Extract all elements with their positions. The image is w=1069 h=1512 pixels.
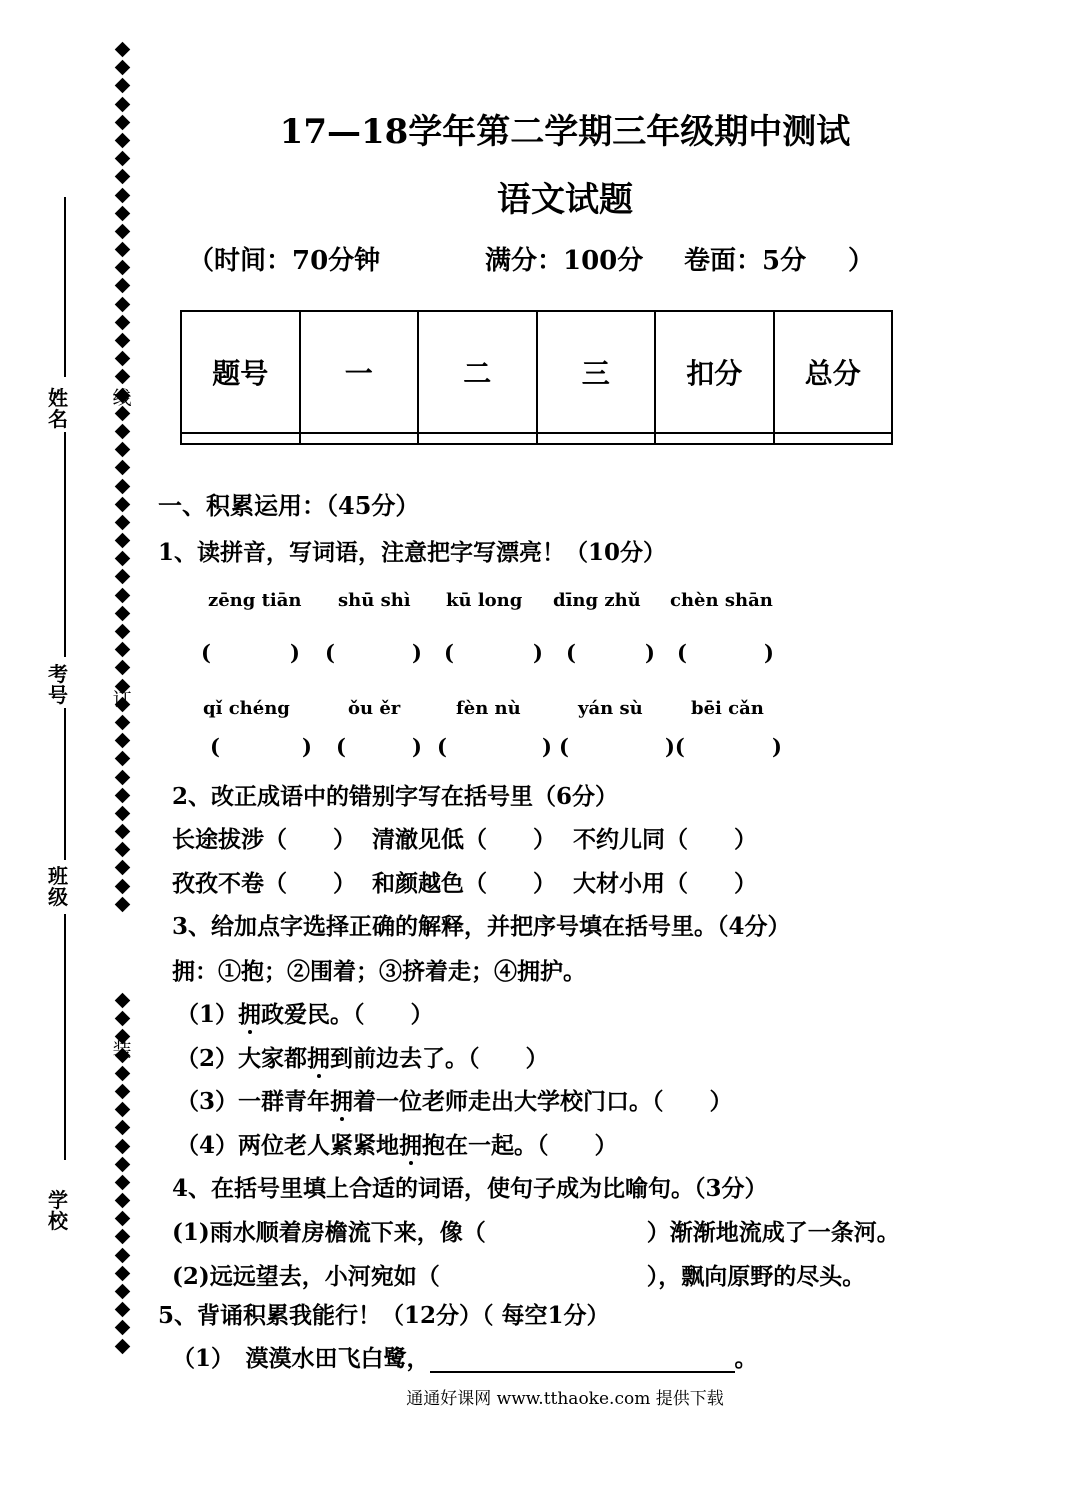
diamond-bullet bbox=[114, 569, 130, 585]
q3-item-text: 政爱民。（ ） bbox=[261, 1001, 434, 1028]
score-header-1: 一 bbox=[300, 311, 419, 433]
diamond-bullet bbox=[114, 333, 130, 349]
diamond-bullet bbox=[114, 1284, 130, 1300]
q3-item-2[interactable] bbox=[176, 1040, 549, 1073]
q5-line-1-text: （1） 漠漠水田飞白鹭， bbox=[172, 1345, 430, 1372]
q2-idiom[interactable]: 和颜越色（ ） bbox=[372, 870, 556, 897]
q5-title: 5、背诵积累我能行！（12分）（ 每空1分） bbox=[158, 1302, 610, 1329]
q1-answer-blank[interactable]: ( bbox=[559, 734, 569, 759]
exam-time: （时间：70分钟 bbox=[188, 246, 381, 276]
q3-item-3[interactable] bbox=[176, 1083, 733, 1116]
score-header-question: 题号 bbox=[181, 311, 300, 433]
score-cell[interactable] bbox=[300, 433, 419, 444]
diamond-bullet bbox=[114, 787, 130, 803]
diamond-bullet bbox=[114, 1266, 130, 1282]
exam-subtitle: 语文试题 bbox=[497, 180, 633, 220]
q1-answer-blank-close: ) bbox=[772, 734, 782, 759]
diamond-bullet bbox=[114, 151, 130, 167]
q3-item-prefix: （4）两位老人紧紧地 bbox=[176, 1132, 400, 1159]
binding-mark-zhuang: 装 bbox=[112, 1039, 132, 1061]
q2-title: 2、改正成语中的错别字写在括号里（6分） bbox=[172, 783, 619, 810]
q4-title: 4、在括号里填上合适的词语，使句子成为比喻句。（3分） bbox=[172, 1175, 768, 1202]
q1-answer-blank[interactable]: ( bbox=[210, 734, 220, 759]
diamond-bullet bbox=[114, 496, 130, 512]
q1-answer-blank[interactable]: ( bbox=[444, 640, 454, 665]
q2-idiom[interactable]: 不约儿同（ ） bbox=[573, 826, 757, 853]
number-blank-line bbox=[64, 708, 66, 860]
q3-options: 拥：①抱；②围着；③挤着走；④拥护。 bbox=[172, 958, 586, 985]
q4-sentence-2[interactable]: (2)远远望去，小河宛如（ ），飘向原野的尽头。 bbox=[172, 1263, 866, 1290]
diamond-bullet bbox=[114, 1011, 130, 1027]
diamond-bullet bbox=[114, 715, 130, 731]
q1-answer-blank[interactable]: ( bbox=[566, 640, 576, 665]
diamond-bullet bbox=[114, 993, 130, 1009]
diamond-bullet bbox=[114, 242, 130, 258]
dotted-character: 拥 bbox=[238, 1001, 262, 1028]
q1-answer-blank[interactable]: ( bbox=[677, 640, 687, 665]
exam-title: 17—18学年第二学期三年级期中测试 bbox=[279, 112, 851, 152]
q3-item-text: 抱在一起。（ ） bbox=[422, 1132, 618, 1159]
diamond-bullet bbox=[114, 624, 130, 640]
diamond-bullet bbox=[114, 478, 130, 494]
binding-mark-line: 线 bbox=[112, 387, 132, 409]
binding-mark-ding: 订 bbox=[112, 689, 132, 711]
diamond-bullet bbox=[114, 660, 130, 676]
diamond-bullet bbox=[114, 296, 130, 312]
diamond-bullet bbox=[114, 733, 130, 749]
diamond-bullet bbox=[114, 533, 130, 549]
diamond-bullet bbox=[114, 42, 130, 58]
class-blank-line bbox=[64, 914, 66, 1160]
diamond-bullet bbox=[114, 260, 130, 276]
score-cell[interactable] bbox=[181, 433, 300, 444]
score-table bbox=[180, 310, 893, 445]
dotted-character: 拥 bbox=[399, 1132, 423, 1159]
q1-pinyin: chèn shān bbox=[670, 590, 773, 611]
q1-pinyin: bēi cǎn bbox=[691, 698, 764, 719]
q1-pinyin: dīng zhǔ bbox=[553, 590, 641, 611]
score-header-2: 二 bbox=[418, 311, 537, 433]
diamond-bullet bbox=[114, 278, 130, 294]
q1-answer-blank-close: ) bbox=[533, 640, 543, 665]
diamond-bullet bbox=[114, 1302, 130, 1318]
diamond-bullet bbox=[114, 878, 130, 894]
diamond-bullet bbox=[114, 1247, 130, 1263]
q1-answer-blank-close: ) bbox=[302, 734, 312, 759]
diamond-bullet bbox=[114, 78, 130, 94]
q3-item-text: 到前边去了。（ ） bbox=[330, 1045, 549, 1072]
label-name: 姓名 bbox=[48, 386, 68, 431]
q3-item-prefix: （2）大家都 bbox=[176, 1045, 308, 1072]
diamond-bullet bbox=[114, 1320, 130, 1336]
diamond-bullet bbox=[114, 1193, 130, 1209]
label-school: 学校 bbox=[48, 1188, 68, 1233]
exam-meta-close: ） bbox=[848, 246, 875, 276]
dotted-character: 拥 bbox=[330, 1088, 354, 1115]
diamond-bullet bbox=[114, 751, 130, 767]
diamond-bullet bbox=[114, 460, 130, 476]
q1-answer-blank[interactable]: ( bbox=[336, 734, 346, 759]
q3-item-text: 着一位老师走出大学校门口。（ ） bbox=[353, 1088, 733, 1115]
diamond-bullet bbox=[114, 224, 130, 240]
score-cell[interactable] bbox=[655, 433, 774, 444]
score-header-total: 总分 bbox=[774, 311, 893, 433]
q1-answer-blank[interactable]: ( bbox=[201, 640, 211, 665]
diamond-bullet bbox=[114, 515, 130, 531]
q3-item-prefix: （3）一群青年 bbox=[176, 1088, 331, 1115]
diamond-bullet bbox=[114, 1338, 130, 1354]
q1-answer-blank-close: ) bbox=[542, 734, 552, 759]
diamond-bullet bbox=[114, 351, 130, 367]
diamond-bullet bbox=[114, 369, 130, 385]
q1-pinyin: yán sù bbox=[578, 698, 643, 719]
diamond-bullet bbox=[114, 442, 130, 458]
q3-item-1[interactable] bbox=[176, 996, 434, 1029]
q1-answer-blank[interactable]: ( bbox=[437, 734, 447, 759]
q5-line-1 bbox=[172, 1340, 758, 1373]
q1-answer-blank-close: ) bbox=[290, 640, 300, 665]
q1-answer-blank-close: ) bbox=[764, 640, 774, 665]
diamond-bullet bbox=[114, 315, 130, 331]
q1-pinyin: kū long bbox=[446, 590, 523, 611]
score-header-deduction: 扣分 bbox=[655, 311, 774, 433]
exam-neatness-score: 卷面：5分 bbox=[684, 246, 807, 276]
diamond-bullet bbox=[114, 606, 130, 622]
diamond-bullet bbox=[114, 1211, 130, 1227]
diamond-bullet bbox=[114, 806, 130, 822]
diamond-bullet bbox=[114, 1175, 130, 1191]
name-blank-line-lower bbox=[64, 432, 66, 657]
q4-sentence-1[interactable]: (1)雨水顺着房檐流下来，像（ ）渐渐地流成了一条河。 bbox=[172, 1219, 900, 1246]
diamond-bullet bbox=[114, 897, 130, 913]
score-header-3: 三 bbox=[537, 311, 656, 433]
score-cell[interactable] bbox=[774, 433, 893, 444]
diamond-bullet bbox=[114, 842, 130, 858]
diamond-bullet bbox=[114, 860, 130, 876]
q1-answer-blank-close: ) bbox=[412, 640, 422, 665]
diamond-bullet bbox=[114, 1084, 130, 1100]
q3-item-prefix: （1） bbox=[176, 1001, 239, 1028]
diamond-bullet bbox=[114, 824, 130, 840]
score-cell[interactable] bbox=[537, 433, 656, 444]
q2-idiom[interactable]: 孜孜不卷（ ） bbox=[172, 870, 356, 897]
q5-answer-blank[interactable] bbox=[430, 1349, 735, 1373]
diamond-bullet bbox=[114, 1138, 130, 1154]
diamond-bullet bbox=[114, 587, 130, 603]
q2-idiom[interactable]: 长途拔涉（ ） bbox=[172, 826, 356, 853]
q1-pinyin: shū shì bbox=[338, 590, 411, 611]
q1-pinyin: fèn nù bbox=[456, 698, 521, 719]
exam-full-score: 满分：100分 bbox=[485, 246, 644, 276]
label-class: 班级 bbox=[48, 864, 68, 909]
diamond-bullet bbox=[114, 1120, 130, 1136]
dotted-character: 拥 bbox=[307, 1045, 331, 1072]
diamond-bullet bbox=[114, 1065, 130, 1081]
q1-answer-blank-close: ) bbox=[645, 640, 655, 665]
q1-pinyin: zēng tiān bbox=[208, 590, 302, 611]
diamond-bullet bbox=[114, 1156, 130, 1172]
q3-title: 3、给加点字选择正确的解释，并把序号填在括号里。（4分） bbox=[172, 913, 791, 940]
q3-item-4[interactable] bbox=[176, 1127, 618, 1160]
q1-title: 1、读拼音，写词语，注意把字写漂亮！（10分） bbox=[158, 539, 667, 566]
diamond-bullet bbox=[114, 551, 130, 567]
footer-source: 通通好课网 www.tthaoke.com 提供下载 bbox=[406, 1389, 724, 1409]
score-cell[interactable] bbox=[418, 433, 537, 444]
diamond-bullet bbox=[114, 1229, 130, 1245]
diamond-bullet bbox=[114, 1102, 130, 1118]
section1-title: 一、积累运用：（45分） bbox=[158, 491, 420, 520]
diamond-bullet bbox=[114, 769, 130, 785]
q2-idiom[interactable]: 清澈见低（ ） bbox=[372, 826, 556, 853]
q1-answer-blank-close: ) bbox=[412, 734, 422, 759]
q1-answer-blank-close: )( bbox=[665, 734, 685, 759]
label-exam-number: 考号 bbox=[48, 662, 68, 707]
name-blank-line bbox=[64, 197, 66, 377]
diamond-bullet bbox=[114, 642, 130, 658]
q1-pinyin: qǐ chéng bbox=[203, 698, 290, 719]
q2-idiom[interactable]: 大材小用（ ） bbox=[573, 870, 757, 897]
diamond-bullet bbox=[114, 424, 130, 440]
q1-answer-blank[interactable]: ( bbox=[325, 640, 335, 665]
diamond-bullet bbox=[114, 60, 130, 76]
q1-pinyin: ǒu ěr bbox=[348, 698, 401, 719]
q5-line-1-end: 。 bbox=[734, 1345, 758, 1372]
